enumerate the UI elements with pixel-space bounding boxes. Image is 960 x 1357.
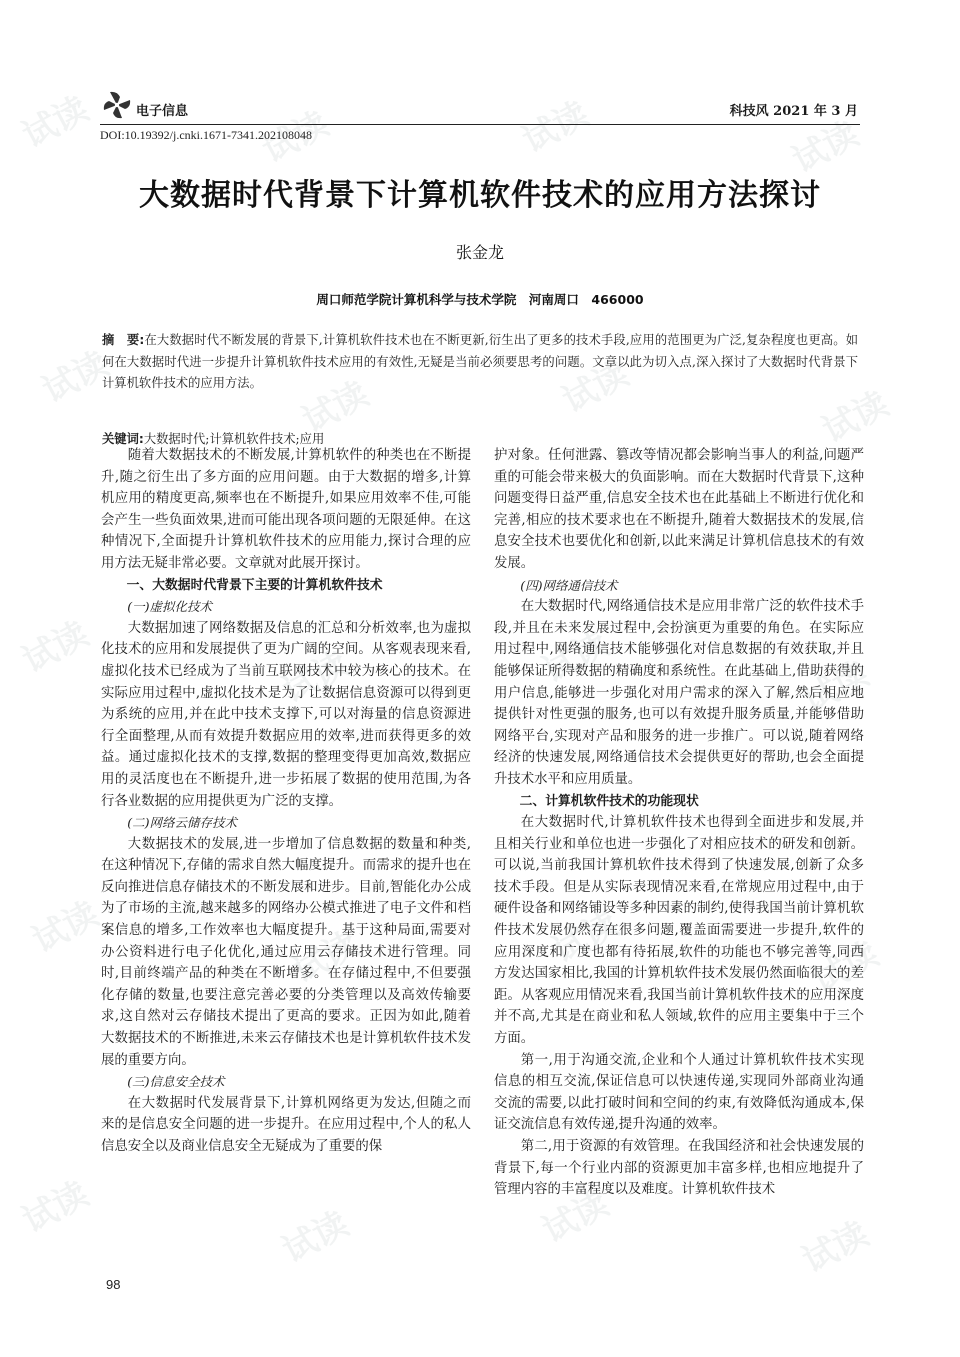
body-paragraph: 随着大数据技术的不断发展,计算机软件的种类也在不断提升,随之衍生出了多方面的应用问题。由于大数据的增多,计算机应用的精度更高,频率也在不断提升,如果应用效率不佳,可能会产生一些负面效果,进而可能出现各项问题的无限延伸。在这种情况下,全面提升计算机软件技术的应用能力,探讨合理的应用方法无疑非常必要。文章就对此展开探讨。	[101, 448, 471, 571]
author-name: 张金龙	[455, 243, 504, 262]
watermark-text: 试读	[556, 353, 636, 422]
abstract	[102, 330, 858, 395]
subsection-heading: (二)网络云储存技术	[127, 815, 238, 831]
body-paragraph: 护对象。任何泄露、篡改等情况都会影响当事人的利益,问题严重的可能会带来极大的负面影响。而在大数据时代背景下,这种问题变得日益严重,信息安全技术也在此基础上不断进行优化和完善,相应的技术要求也在不断提升,随着大数据技术的发展,信息安全技术也要优化和创新,以此来满足计算机信息技术的有效发展。	[494, 448, 864, 571]
body-paragraph: 第二,用于资源的有效管理。在我国经济和社会快速发展的背景下,每一个行业内部的资源更加丰富多样,也相应地提升了管理内容的丰富程度以及难度。计算机软件技术	[494, 1139, 864, 1198]
watermark-text: 试读	[786, 113, 866, 182]
keywords-label: 关键词:	[102, 432, 144, 446]
subsection-heading: (一)虚拟化技术	[127, 599, 213, 615]
journal-section: 电子信息	[136, 104, 189, 119]
watermark-text: 试读	[36, 343, 116, 412]
watermark-text: 试读	[16, 1173, 96, 1242]
watermark-text: 试读	[286, 923, 366, 992]
body-paragraph: 第一,用于沟通交流,企业和个人通过计算机软件技术实现信息的相互交流,保证信息可以快速传递,实现同外部商业沟通交流的需要,以此打破时间和空间的约束,有效降低沟通成本,保证交流信息有效传递,提升沟通的效率。	[494, 1052, 864, 1133]
watermark-text: 试读	[816, 383, 896, 452]
page-number: 98	[106, 1277, 121, 1292]
subsection-heading: (三)信息安全技术	[127, 1074, 225, 1090]
article-title: 大数据时代背景下计算机软件技术的应用方法探讨	[139, 178, 821, 213]
body-paragraph: 大数据技术的发展,进一步增加了信息数据的数量和种类,在这种情况下,存储的需求自然大幅度提升。而需求的提升也在反向推进信息存储技术的不断发展和进步。目前,智能化办公成为了市场的主流,越来越多的网络办公模式推进了电子文件和档案信息的增多,工作效率也大幅度提升。基于这种局面,需要对办公资料进行电子化优化,通过应用云存储技术进行管理。同时,目前终端产品的种类在不断增多。在存储过程中,不但要强化存储的数量,也要注意完善必要的分类管理以及高效传输要求,这自然对云存储技术提出了更高的要求。正因为如此,随着大数据技术的不断推进,未来云存储技术也是计算机软件技术发展的重要方向。	[101, 836, 471, 1068]
watermark-text: 试读	[26, 893, 106, 962]
watermark-text: 试读	[536, 1183, 616, 1252]
pinwheel-logo-icon	[100, 88, 134, 122]
watermark-text: 试读	[16, 613, 96, 682]
watermark-text: 试读	[516, 93, 596, 162]
keywords-text: 大数据时代;计算机软件技术;应用	[143, 432, 325, 446]
body-paragraph: 在大数据时代发展背景下,计算机网络更为发达,但随之而来的是信息安全问题的进一步提升。在应用过程中,个人的私人信息安全以及商业信息安全无疑成为了重要的保	[101, 1095, 471, 1154]
watermark-text: 试读	[296, 373, 376, 442]
watermark-text: 试读	[276, 1203, 356, 1272]
subsection-heading: (四)网络通信技术	[520, 577, 618, 593]
watermark-text: 试读	[536, 623, 616, 692]
body-paragraph: 在大数据时代,网络通信技术是应用非常广泛的软件技术手段,并且在未来发展过程中,会扮演更为重要的角色。在实际应用过程中,网络通信技术能够强化对信息数据的有效获取,并且能够保证所得数据的精确度和系统性。在此基础上,借助获得的用户信息,能够进一步强化对用户需求的深入了解,然后相应地提供针对性更强的服务,也可以有效提升服务质量,并能够借助网络平台,实现对产品和服务的进一步推广。可以说,随着网络经济的快速发展,网络通信技术会提供更好的帮助,也会全面提升技术水平和应用质量。	[494, 599, 864, 787]
watermark-text: 试读	[16, 88, 96, 157]
abstract-text: 在大数据时代不断发展的背景下,计算机软件技术也在不断更新,衍生出了更多的技术手段,应用的范围更为广泛,复杂程度也更高。如何在大数据时代进一步提升计算机软件技术应用的有效性,无疑是当前必须要思考的问题。文章以此为切入点,深入探讨了大数据时代背景下计算机软件技术的应用方法。	[102, 333, 858, 390]
running-header	[100, 88, 860, 125]
author-affiliation: 周口师范学院计算机科学与技术学院 河南周口 466000	[316, 292, 644, 307]
body-column-left	[101, 445, 471, 1158]
watermark-text: 试读	[256, 103, 336, 172]
journal-issue: 科技风 2021 年 3 月	[729, 104, 858, 119]
watermark-text: 试读	[796, 1213, 876, 1282]
section-heading: 二、计算机软件技术的功能现状	[519, 793, 699, 809]
body-column-right	[494, 445, 864, 1201]
watermark-text: 试读	[276, 643, 356, 712]
watermark-text: 试读	[546, 903, 626, 972]
body-paragraph: 在大数据时代,计算机软件技术也得到全面进步和发展,并且相关行业和单位也进一步强化了对相应技术的研发和创新。可以说,当前我国计算机软件技术得到了快速发展,创新了众多技术手段。但是从实际表现情况来看,在常规应用过程中,由于硬件设备和网络铺设等多种因素的制约,使得我国当前计算机软件技术发展仍然存在很多问题,覆盖面需要进一步提升,软件的应用深度和广度也都有待拓展,软件的功能也不够完善等,同西方发达国家相比,我国的计算机软件技术发展仍然面临很大的差距。从客观应用情况来看,我国当前计算机软件技术的应用深度并不高,尤其是在商业和私人领域,软件的应用主要集中于三个方面。	[494, 815, 864, 1047]
body-paragraph: 大数据加速了网络数据及信息的汇总和分析效率,也为虚拟化技术的应用和发展提供了更为广阔的空间。从客观表现来看,虚拟化技术已经成为了当前互联网技术中较为核心的技术。在实际应用过程中,虚拟化技术是为了让数据信息资源可以得到更为系统的应用,并在此中技术支撑下,可以对海量的信息资源进行全面整理,从而有效提升数据应用的效率,进而获得更多的效益。通过虚拟化技术的支撑,数据的整理变得更加高效,数据应用的灵活度也在不断提升,进一步拓展了数据的使用范围,为各行各业数据的应用提供更为广泛的支撑。	[101, 620, 471, 809]
doi: DOI:10.19392/j.cnki.1671-7341.202108048	[100, 128, 312, 142]
watermark-text: 试读	[806, 933, 886, 1002]
section-heading: 一、大数据时代背景下主要的计算机软件技术	[126, 577, 383, 593]
abstract-label: 摘 要:	[102, 333, 145, 347]
watermark-text: 试读	[796, 653, 876, 722]
